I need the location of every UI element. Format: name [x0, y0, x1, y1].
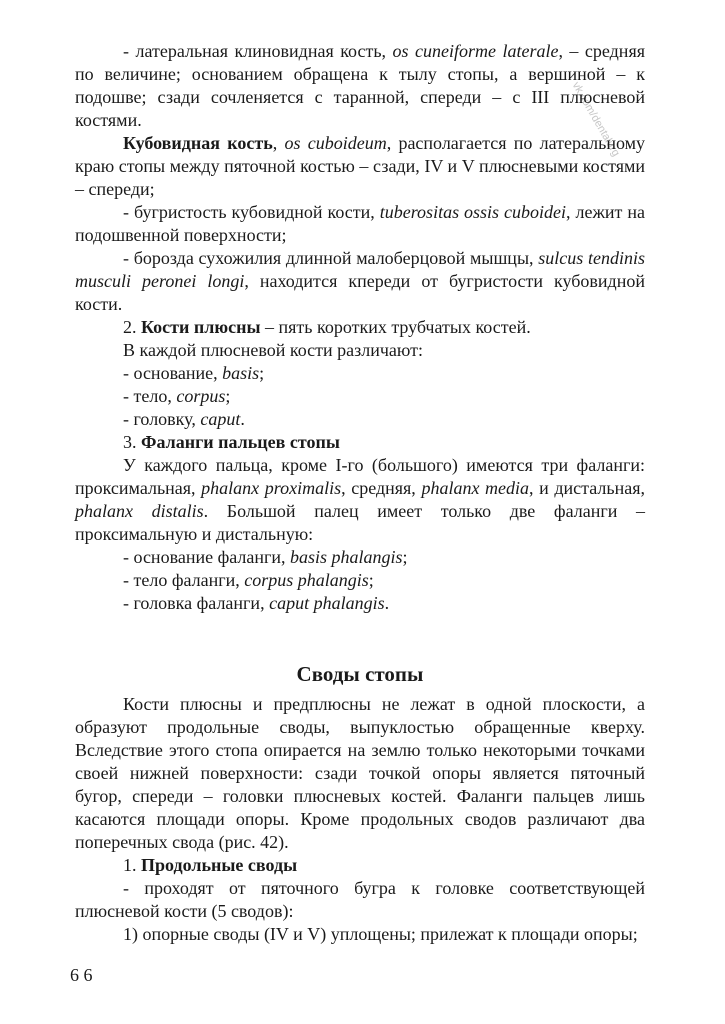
heading-phalanges: 3. Фаланги пальцев стопы [123, 432, 340, 452]
paragraph-lateral-cuneiform: - латеральная клиновидная кость, os cuneiforme laterale, – средняя по величине; основанием обращена к тылу стопы, а вершиной – к подошве; сзади сочленяется с таранной, спереди – с III плюсневой костями. [75, 41, 645, 130]
watermark: vk.com/dentalurg [569, 80, 622, 159]
list-item-phalanx-body: - тело фаланги, corpus phalangis; [123, 570, 374, 590]
paragraph-peroneus-groove: - борозда сухожилия длинной малоберцовой мышцы, sulcus tendinis musculi peronei longi, находится кпереди от бугристости кубовидной кости. [75, 248, 645, 314]
page-number: 6 6 [70, 965, 93, 985]
paragraph-longitudinal-arches: - проходят от пяточного бугра к головке соответствующей плюсневой кости (5 сводов): [75, 878, 645, 921]
paragraph-arches-intro: Кости плюсны и предплюсны не лежат в одной плоскости, а образуют продольные своды, выпуклостью обращенные кверху. Вследствие этого стопа опирается на землю только некоторыми точками своей нижней поверхности: сзади точкой опоры является пяточный бугор, спереди – головки плюсневых костей. Фаланги пальцев лишь касаются площади опоры. Кроме продольных сводов различают два поперечных свода (рис. 42). [75, 694, 645, 852]
metatarsals-intro: В каждой плюсневой кости различают: [123, 340, 423, 360]
list-item-phalanx-base: - основание фаланги, basis phalangis; [123, 547, 408, 567]
paragraph-cuboid: Кубовидная кость, os cuboideum, располагается по латеральному краю стопы между пяточной костью – сзади, IV и V плюсневыми костями – спереди; [75, 133, 646, 199]
page-content [75, 40, 645, 946]
list-item-phalanx-head: - головка фаланги, caput phalangis. [123, 593, 390, 613]
list-item-metatarsal-base: - основание, basis; [123, 363, 265, 383]
heading-longitudinal-arches: 1. Продольные своды [123, 855, 298, 875]
section-spacer [75, 615, 645, 659]
section-title: Своды стопы [296, 662, 424, 686]
paragraph-phalanges: У каждого пальца, кроме I-го (большого) имеются три фаланги: проксимальная, phalanx proximalis, средняя, phalanx media, и дистальная, phalanx distalis. Большой палец имеет только две фаланги – проксимальную и дистальную: [75, 455, 645, 544]
paragraph-cuboid-tuberosity: - бугристость кубовидной кости, tuberositas ossis cuboidei, лежит на подошвенной поверхности; [75, 202, 645, 245]
list-item-metatarsal-head: - головку, caput. [123, 409, 245, 429]
heading-metatarsals: 2. Кости плюсны – пять коротких трубчатых костей. [123, 317, 531, 337]
list-item-metatarsal-body: - тело, corpus; [123, 386, 231, 406]
paragraph-support-arches: 1) опорные своды (IV и V) уплощены; прилежат к площади опоры; [123, 924, 638, 944]
